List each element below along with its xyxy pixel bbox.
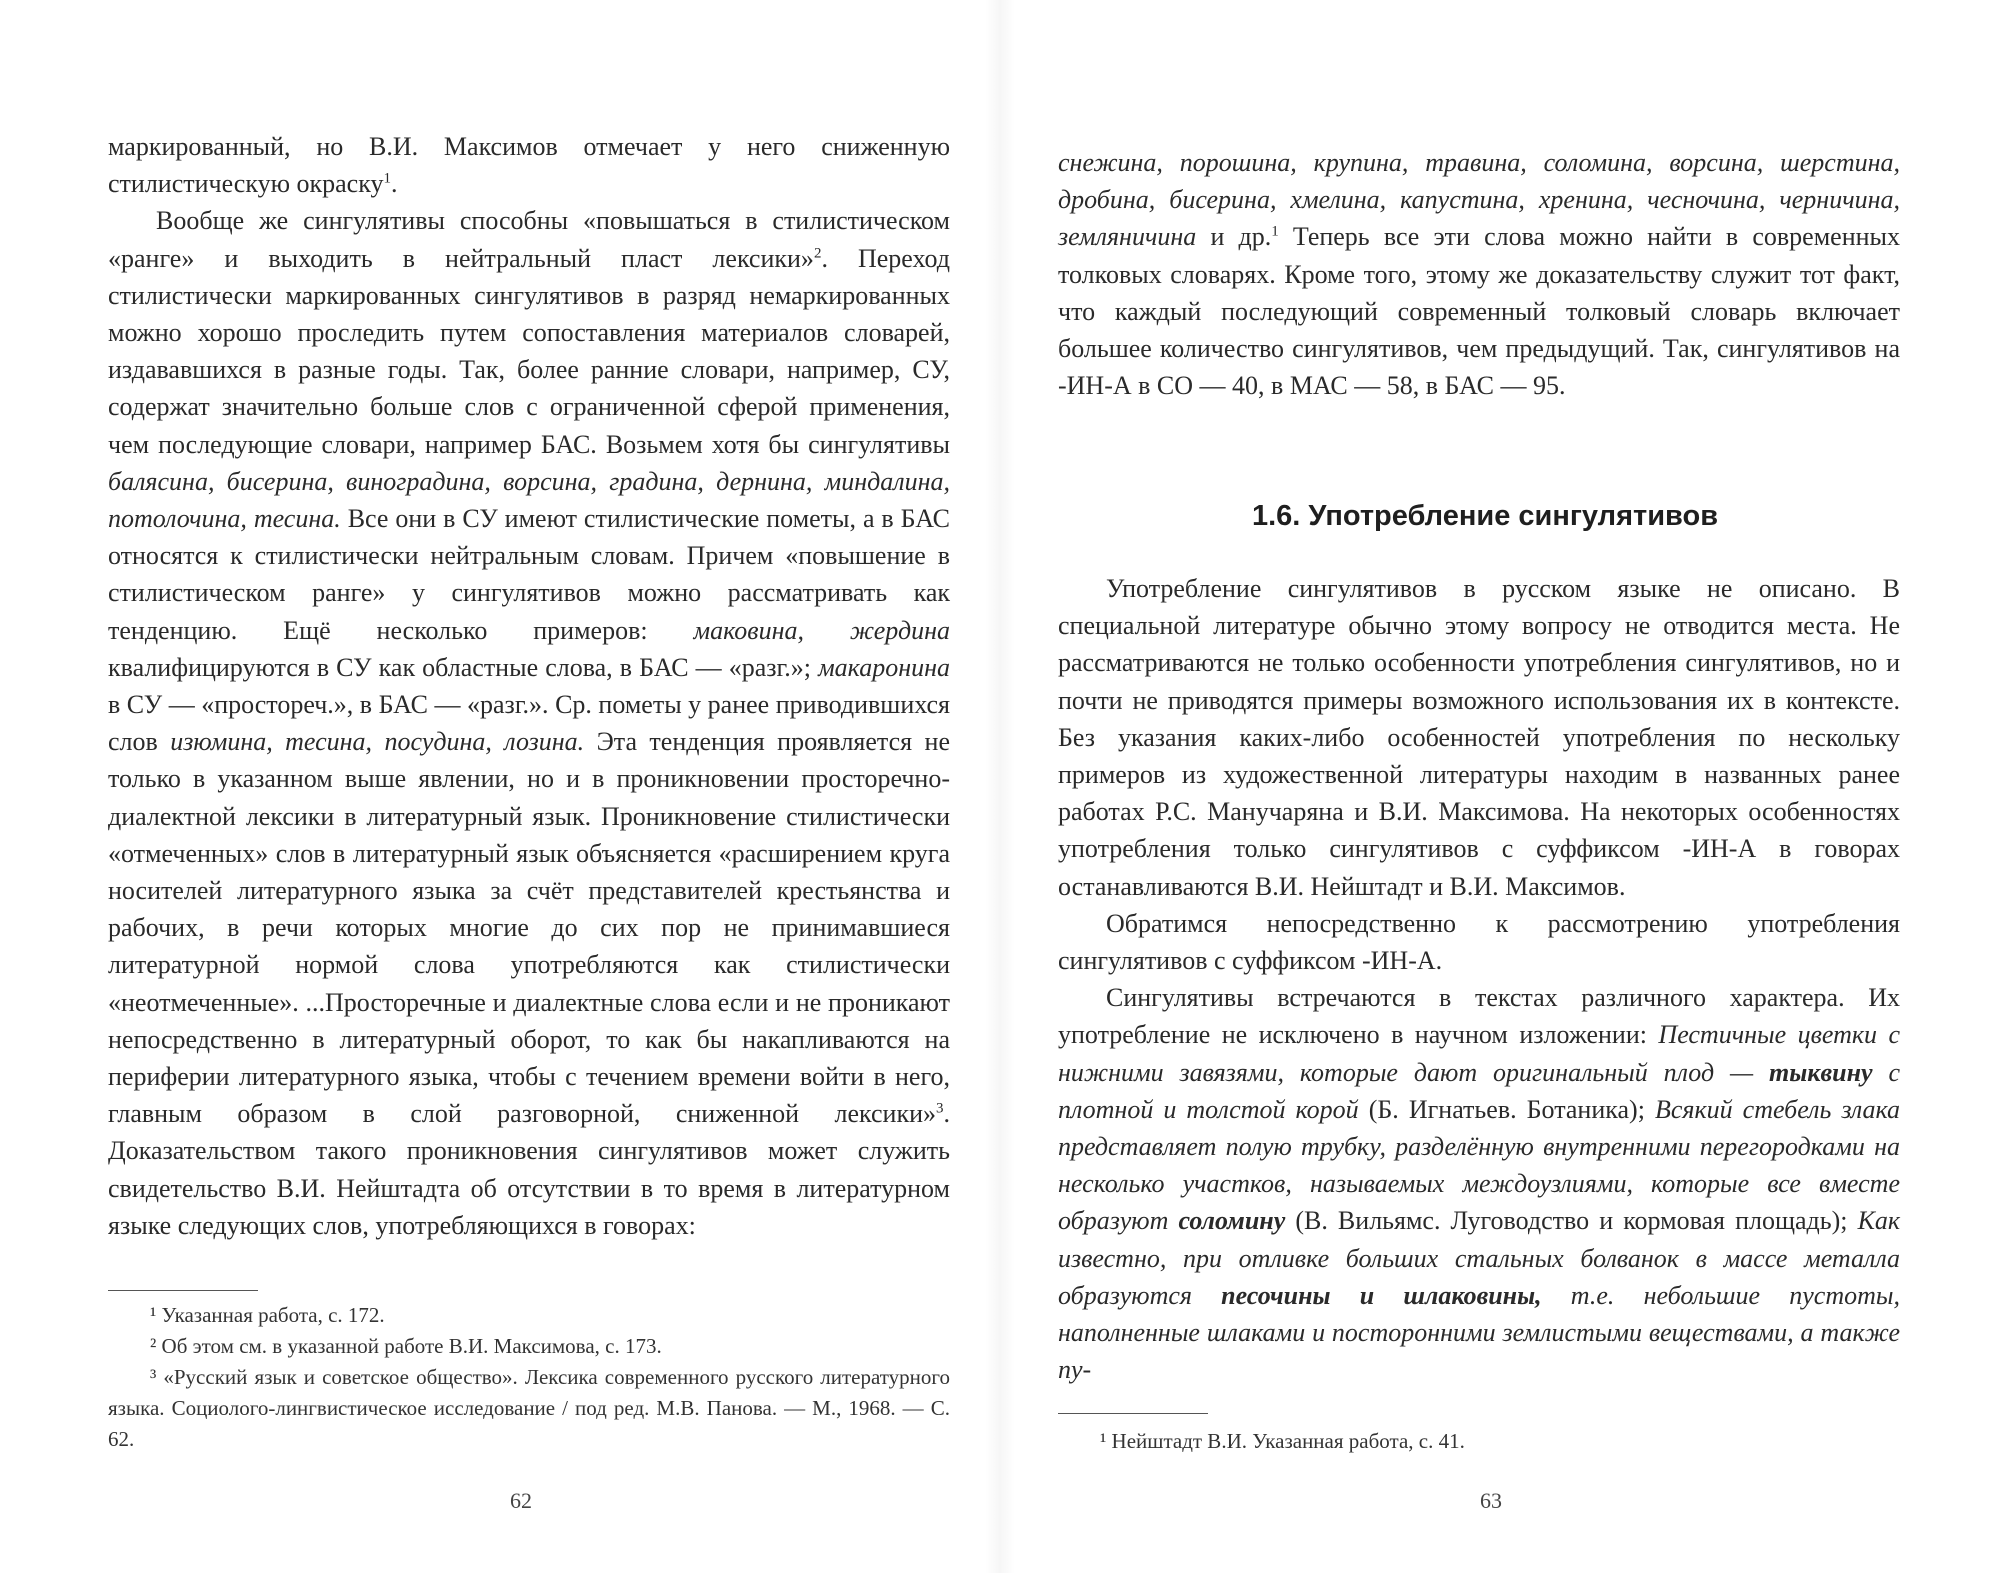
section-heading: 1.6. Употребление сингулятивов [1251,500,1719,532]
right-page-body [1058,570,1900,1388]
right-paragraph-continuation: снежина, порошина, крупина, травина, соломина, ворсина, шерстина, дробина, бисерина, хмелина, капустина, хренина, чесночина, черничина, земляничина и др.$^1$ Теперь все эти слова можно найти в современных толковых словарях. Кроме того, этому же доказательству служит тот факт, что каждый последующий современный толковый словарь включает большее количество сингулятивов, чем предыдущий. Так, сингулятивов на -ИН-А в СО — 40, в МАС — 58, в БАС — 95. [1058,148,1900,401]
right-paragraph-1: Употребление сингулятивов в русском языке не описано. В специальной литературе обычно этому вопросу не отводится места. Не рассматриваются не только особенности употребления сингулятивов, но и почти не приводятся примеры возможного использования их в контексте. Без указания каких-либо особенностей употребления по нескольку примеров из художественной литературы находим в названных ранее работах Р.С. Манучаряна и В.И. Максимова. На некоторых особенностях употребления только сингулятивов с суффиксом -ИН-А в говорах останавливаются В.И. Нейштадт и В.И. Максимов. [1058,574,1900,901]
left-paragraph-2: Вообще же сингулятивы способны «повышаться в стилистическом «ранге» и выходить в нейтральный пласт лексики»$^2$. Переход стилистически маркированных сингулятивов в разряд немаркированных можно хорошо проследить путем сопоставления материалов словарей, издававшихся в разные годы. Так, более ранние словари, например, СУ, содержат значительно больше слов с ограниченной сферой применения, чем последующие словари, например БАС. Возьмем хотя бы сингулятивы балясина, бисерина, виноградина, ворсина, градина, дернина, миндалина, потолочина, тесина. Все они в СУ имеют стилистические пометы, а в БАС относятся к стилистически нейтральным словам. Причем «повышение в стилистическом ранге» у сингулятивов можно рассматривать как тенденцию. Ещё несколько примеров: маковина, жердина квалифицируются в СУ как областные слова, в БАС — «разг.»; макаронина в СУ — «простореч.», в БАС — «разг.». Ср. пометы у ранее приводившихся слов изюмина, тесина, посудина, лозина. Эта тенденция проявляется не только в указанном выше явлении, но и в проникновении просторечно-диалектной лексики в литературный язык. Проникновение стилистически «отмеченных» слов в литературный язык объясняется «расширением круга носителей литературного языка за счёт представителей крестьянства и рабочих, в речи которых многие до сих пор не принимавшиеся литературной нормой слова употребляются как стилистически «неотмеченные». ...Просторечные и диалектные слова если и не проникают непосредственно в литературный оборот, то как бы накапливаются на периферии литературного языка, чтобы с течением времени войти в него, главным образом в слой разговорной, сниженной лексики»$^3$. Доказательством такого проникновения сингулятивов может служить свидетельство В.И. Нейштадта об отсутствии в то время в литературном языке следующих слов, употребляющихся в говорах: [108,206,951,1240]
book-gutter [985,0,1015,1573]
right-page-top [1058,144,1900,404]
footnote-rule [108,1290,258,1291]
footnote-rule [1058,1413,1208,1414]
page-number: 63 [1480,1488,1502,1513]
footnote: ¹ Нейштадт В.И. Указанная работа, с. 41. [1100,1429,1465,1453]
left-footnotes [108,1300,950,1455]
left-paragraph-1: маркированный, но В.И. Максимов отмечает у него сниженную стилистическую окраску$^1$. [108,132,950,199]
footnote: ³ «Русский язык и советское общество». Лексика современного русского литературного языка. Социолого-лингвистическое исследование / под ред. М.В. Панова. — М., 1968. — С. 62. [108,1365,950,1451]
footnote: ² Об этом см. в указанной работе В.И. Максимова, с. 173. [150,1334,662,1358]
footnote: ¹ Указанная работа, с. 172. [150,1303,385,1327]
left-page-body [108,128,950,1244]
right-page [1000,0,2000,1573]
right-paragraph-3: Сингулятивы встречаются в текстах различного характера. Их употребление не исключено в научном изложении: Пестичные цветки с нижними завязями, которые дают оригинальный плод — тыквину с плотной и толстой корой (Б. Игнатьев. Ботаника); Всякий стебель злака представляет полую трубку, разделённую внутренними перегородками на несколько участков, называемых междоузлиями, которые все вместе образуют соломину (В. Вильямс. Луговодство и кормовая площадь); Как известно, при отливке больших стальных болванок в массе металла образуются песочины и шлаковины, т.е. небольшие пустоты, наполненные шлаками и посторонними землистыми веществами, а также пу- [1058,983,1901,1385]
page-number: 62 [510,1488,532,1513]
right-paragraph-2: Обратимся непосредственно к рассмотрению употребления сингулятивов с суффиксом -ИН-А. [1058,908,1900,976]
right-footnotes [1058,1426,1900,1457]
